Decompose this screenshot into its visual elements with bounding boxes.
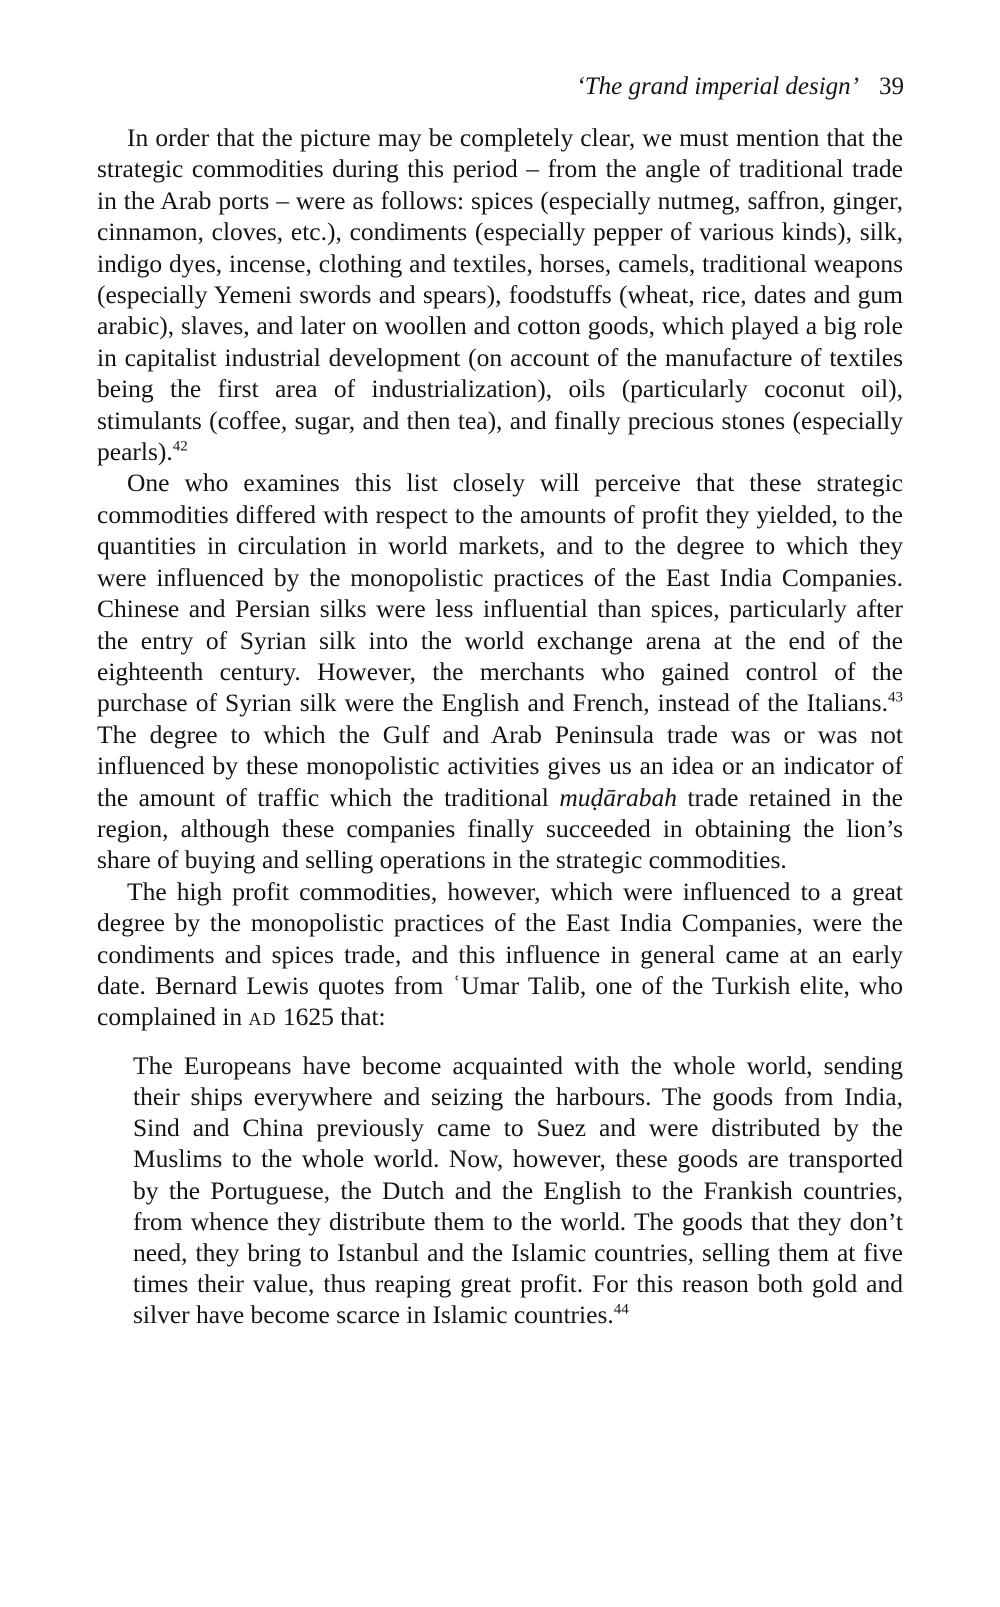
quote-paragraph <box>133 1050 903 1331</box>
page-number: 39 <box>879 73 904 100</box>
italic-term: muḍārabah <box>559 782 677 812</box>
paragraph-text: 1625 that: <box>276 1002 386 1032</box>
body-text <box>97 122 903 1331</box>
block-quote <box>133 1050 903 1331</box>
chapter-title: ‘The grand imperial design’ <box>576 73 859 100</box>
paragraph-text: The degree to which the Gulf and Arab Peninsula trade was or was not influenced by these monopolistic activities gives us an idea or an indicator of the amount of traffic which the traditional <box>97 719 903 812</box>
paragraph-text: One who examines this list closely will perceive that these strategic commodities differed with respect to the amounts of profit they yielded, to the quantities in circulation in world markets, and to the degree to which they were influenced by the monopolistic practices of the East India Companies. Chinese and Persian silks were less influential than spices, particularly after the entry of Syrian silk into the world exchange arena at the end of the eighteenth century. However, the merchants who gained control of the purchase of Syrian silk were the English and French, instead of the Italians. <box>97 468 903 718</box>
footnote-ref-42[interactable]: 42 <box>172 438 188 455</box>
footnote-ref-44[interactable]: 44 <box>613 1301 629 1318</box>
running-head <box>576 72 904 102</box>
paragraph-text: In order that the picture may be completely clear, we must mention that the strategic commodities during this period – from the angle of traditional trade in the Arab ports – were as follows: spices (especially nutmeg, saffron, ginger, cinnamon, cloves, etc.), condiments (especially pepper of various kinds), silk, indigo dyes, incense, clothing and textiles, horses, camels, traditional weapons (especially Yemeni swords and spears), foodstuffs (wheat, rice, dates and gum arabic), slaves, and later on woollen and cotton goods, which played a big role in capitalist industrial development (on account of the manufacture of textiles being the first area of industrialization), oils (particularly coconut oil), stimulants (coffee, sugar, and then tea), and finally precious stones (especially pearls). <box>97 123 903 467</box>
paragraph-high-profit <box>97 876 903 1036</box>
paragraph-commodities-differed <box>97 467 903 875</box>
paragraph-text: trade retained in the region, although these companies finally succeeded in obtaining the lion’s share of buying and selling operations in the strategic commodities. <box>97 782 903 875</box>
paragraph-strategic-commodities <box>97 122 903 467</box>
small-caps-era: AD <box>248 1009 277 1030</box>
footnote-ref-43[interactable]: 43 <box>888 689 903 706</box>
quote-text: The Europeans have become acquainted with the whole world, sending their ships everywhere and seizing the harbours. The goods from India, Sind and China previously came to Suez and were distributed by the Muslims to the whole world. Now, however, these goods are transported by the Portuguese, the Dutch and the English to the Frankish countries, from whence they distribute them to the world. The goods that they don’t need, they bring to Istanbul and the Islamic countries, selling them at five times their value, thus reaping great profit. For this reason both gold and silver have become scarce in Islamic countries. <box>133 1050 903 1330</box>
paragraph-text: The high profit commodities, however, which were influenced to a great degree by the monopolistic practices of the East India Companies, were the condiments and spices trade, and this influence in general came at an early date. Bernard Lewis quotes from ʿUmar Talib, one of the Turkish elite, who complained in <box>97 876 903 1032</box>
